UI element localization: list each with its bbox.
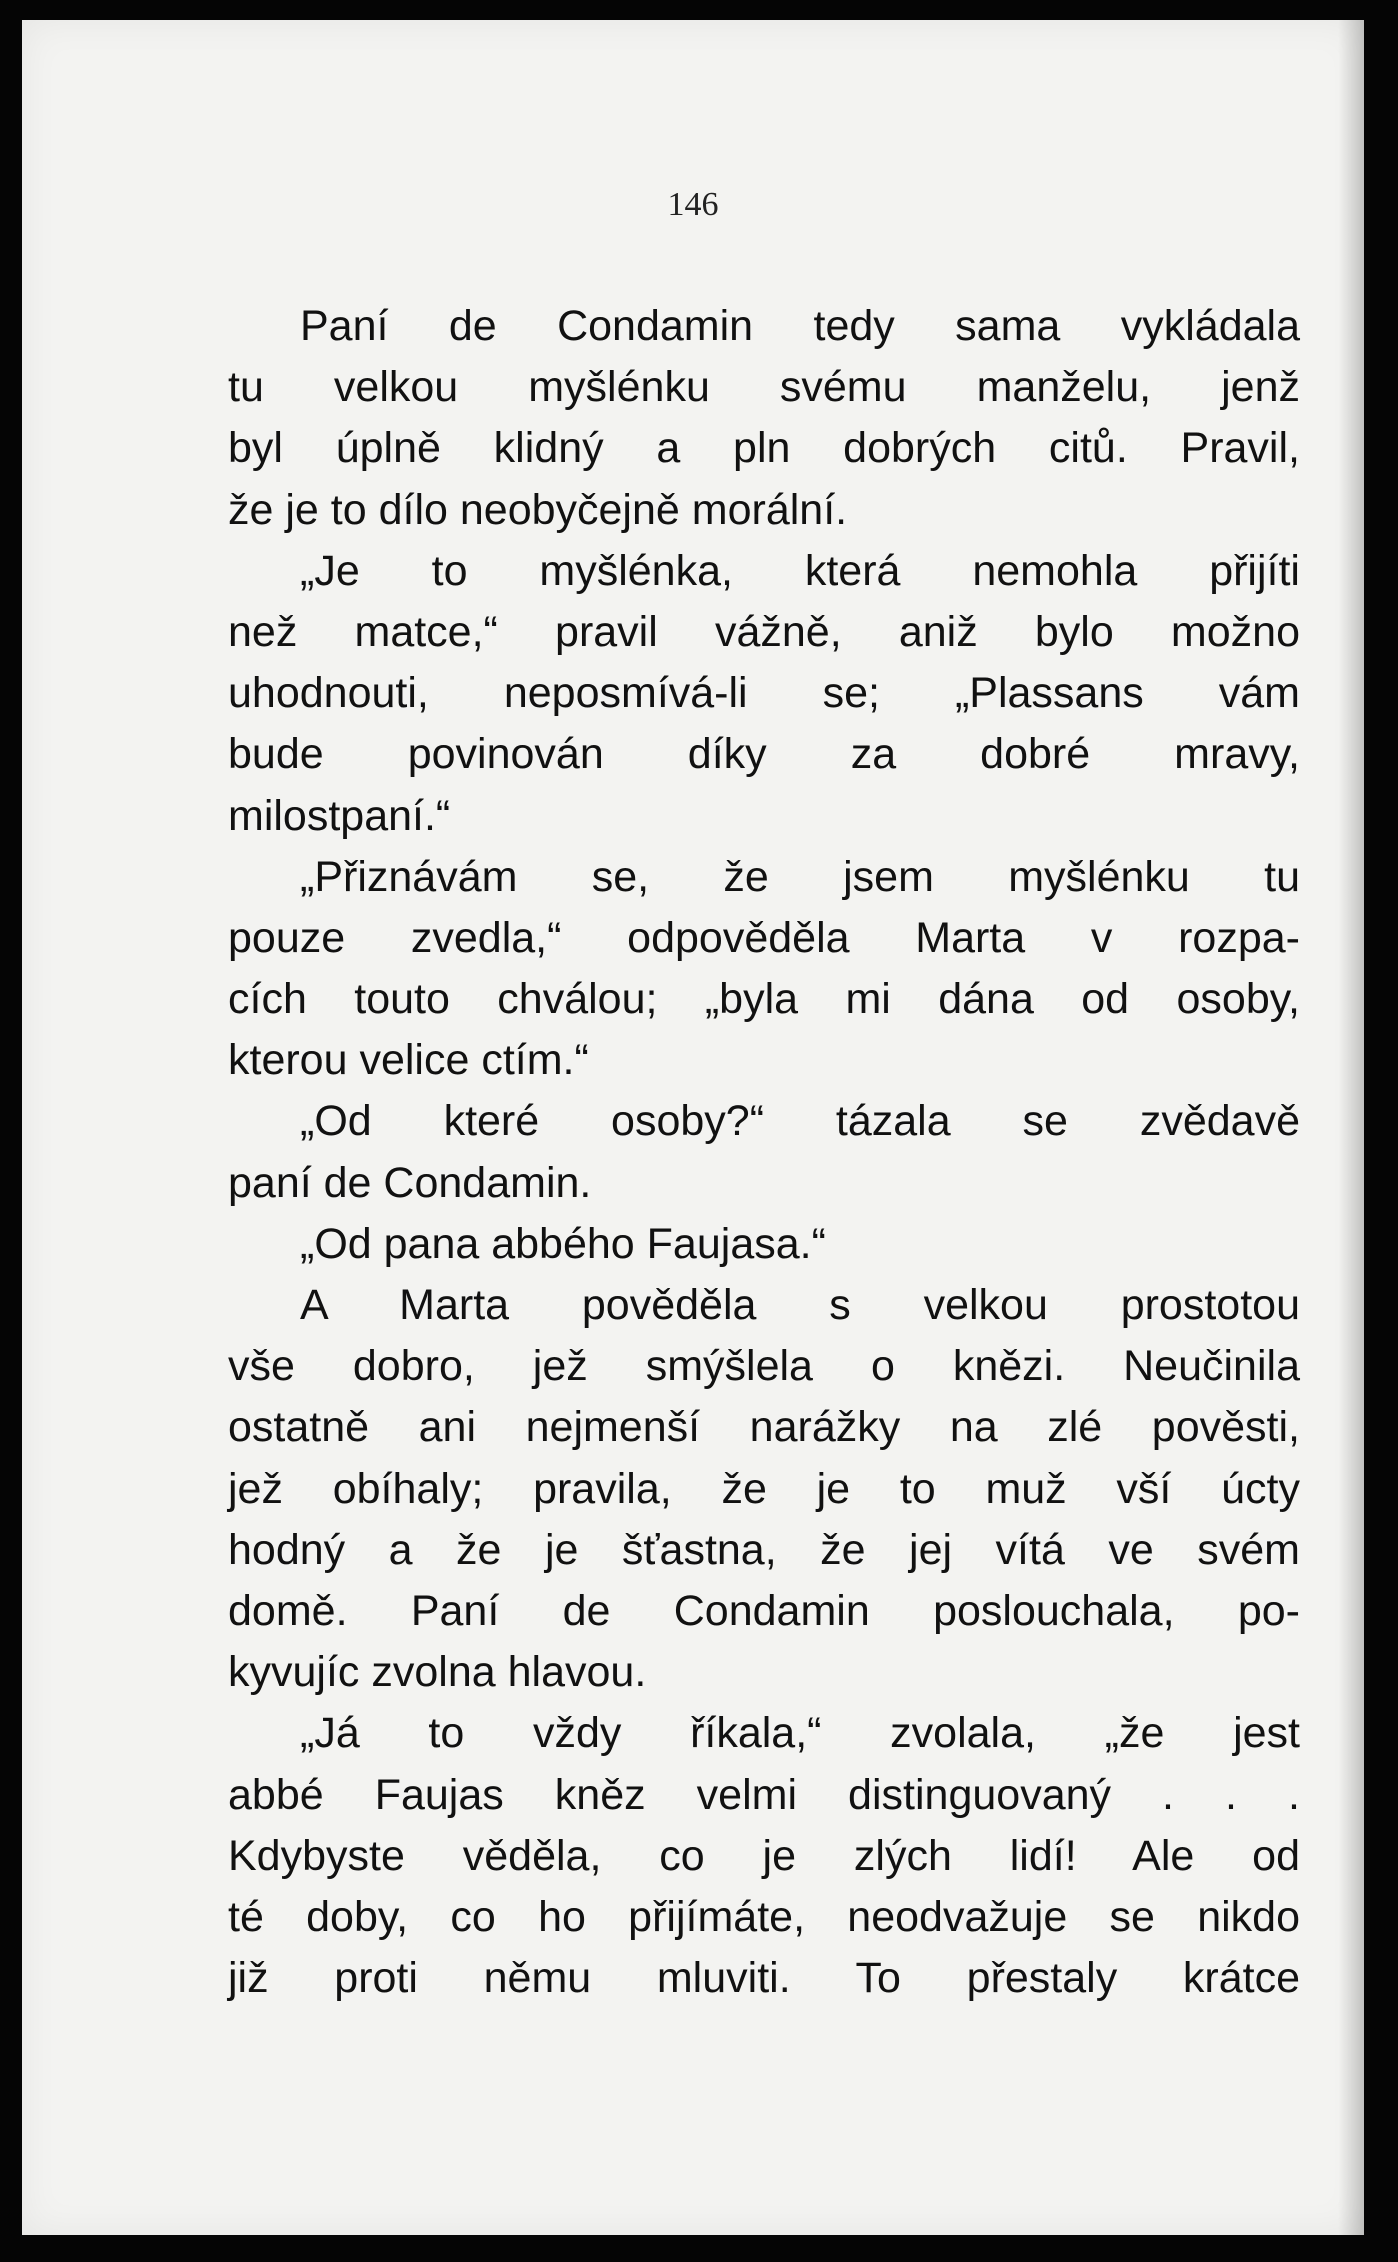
text-line: „Od které osoby?“ tázala se zvědavě — [300, 1097, 1300, 1146]
text-line: Paní de Condamin tedy sama vykládala — [300, 302, 1300, 350]
text-line: Kdybyste věděla, co je zlých lidí! Ale od — [228, 1831, 1300, 1880]
text-line: hodný a že je šťastna, že jej vítá ve svém — [228, 1525, 1300, 1574]
book-page — [22, 20, 1364, 2235]
text-line: ostatně ani nejmenší narážky na zlé pověsti, — [228, 1403, 1300, 1452]
text-line: byl úplně klidný a pln dobrých citů. Pravil, — [228, 424, 1300, 473]
text-line: kterou velice ctím.“ — [228, 1036, 589, 1085]
text-line: kyvujíc zvolna hlavou. — [228, 1648, 647, 1697]
text-line: tu velkou myšlénku svému manželu, jenž — [228, 363, 1300, 412]
page-number: 146 — [667, 186, 719, 223]
text-line: paní de Condamin. — [228, 1158, 592, 1207]
text-line: než matce,“ pravil vážně, aniž bylo možno — [228, 607, 1300, 656]
text-line: uhodnouti, neposmívá-li se; „Plassans vám — [228, 669, 1300, 718]
text-line: A Marta pověděla s velkou prostotou — [300, 1281, 1300, 1329]
text-line: „Přiznávám se, že jsem myšlénku tu — [300, 852, 1300, 901]
text-line: vše dobro, jež smýšlela o knězi. Neučinila — [228, 1342, 1300, 1391]
text-line: té doby, co ho přijímáte, neodvažuje se nikdo — [228, 1892, 1300, 1941]
text-line: již proti němu mluviti. To přestaly krátce — [228, 1954, 1300, 2003]
text-line: milostpaní.“ — [228, 791, 451, 840]
text-line: bude povinován díky za dobré mravy, — [228, 730, 1300, 779]
text-line: jež obíhaly; pravila, že je to muž vší úcty — [228, 1464, 1300, 1513]
text-line: abbé Faujas kněz velmi distinguovaný . . . — [228, 1770, 1300, 1819]
page-edge-shadow — [1338, 20, 1364, 2235]
text-line: cích touto chválou; „byla mi dána od osoby, — [228, 975, 1300, 1024]
text-line: že je to dílo neobyčejně morální. — [228, 485, 848, 534]
text-line: pouze zvedla,“ odpověděla Marta v rozpa- — [228, 913, 1300, 962]
text-line: „Já to vždy říkala,“ zvolala, „že jest — [300, 1709, 1300, 1758]
text-line: „Od pana abbého Faujasa.“ — [300, 1219, 826, 1268]
body-text — [228, 296, 1300, 2009]
text-line: domě. Paní de Condamin poslouchala, po- — [228, 1586, 1300, 1635]
text-line: „Je to myšlénka, která nemohla přijíti — [300, 546, 1300, 595]
